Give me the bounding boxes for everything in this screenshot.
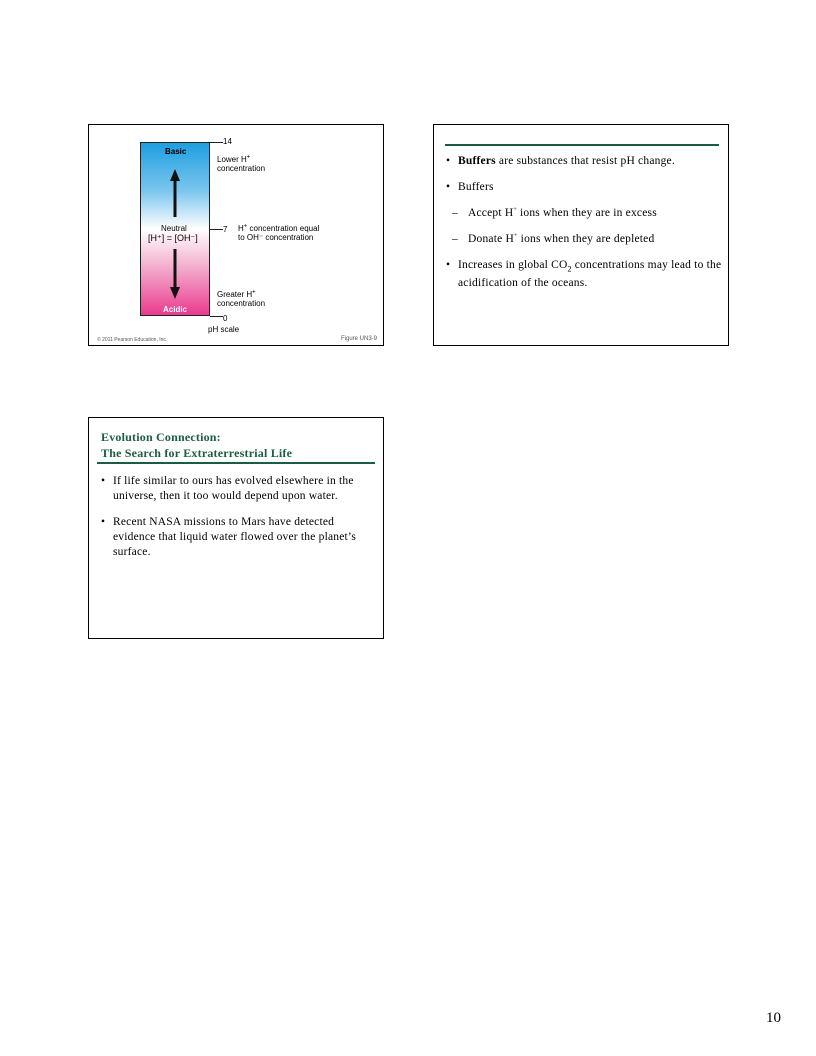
tick-0-line [210,316,223,317]
tick-7-line [210,229,223,230]
list-item: • Increases in global $CO_2$ concentrations may lead to the acidification of the oceans. [446,258,724,291]
list-item: • Recent NASA missions to Mars have detected evidence that liquid water flowed over the planet’s surface. [101,515,363,560]
slide-evolution-connection [88,417,384,639]
greater-h-note: Greater H+ concentration [217,289,266,308]
evolution-bullet-list [101,474,363,571]
acidic-label: Acidic [163,305,188,314]
tick-0-label: 0 [223,314,228,323]
page-number: 10 [766,1010,781,1026]
slide-buffers [433,124,729,346]
tick-14-label: 14 [223,137,232,146]
title-rule [97,462,375,464]
basic-label: Basic [165,147,187,156]
list-item: • If life similar to ours has evolved elsewhere in the universe, then it too would depend upon water. [101,474,363,504]
lower-h-note: Lower H+ concentration [217,154,266,173]
equal-concentration-note: H+ concentration equal to OH⁻ concentration [238,223,320,242]
tick-7-label: 7 [223,225,228,234]
ph-scale-title: pH scale [208,325,240,334]
tick-14-line [210,142,223,143]
neutral-label: Neutral [161,224,187,233]
neutral-equation: [H⁺] = [OH⁻] [148,233,198,243]
slide-title: Evolution Connection: The Search for Extraterrestrial Life [101,430,293,460]
list-item: • Buffers are substances that resist pH change. [446,154,724,169]
list-item: – Donate H+ ions when they are depleted [446,232,724,247]
list-item: • Buffers [446,180,724,195]
slide-ph-scale [88,124,384,346]
buffers-bullet-list [446,154,724,302]
copyright-text: © 2011 Pearson Education, Inc. [97,337,168,343]
title-rule [445,144,719,146]
figure-label: Figure UN3-9 [340,336,377,342]
list-item: – Accept H+ ions when they are in excess [446,206,724,221]
